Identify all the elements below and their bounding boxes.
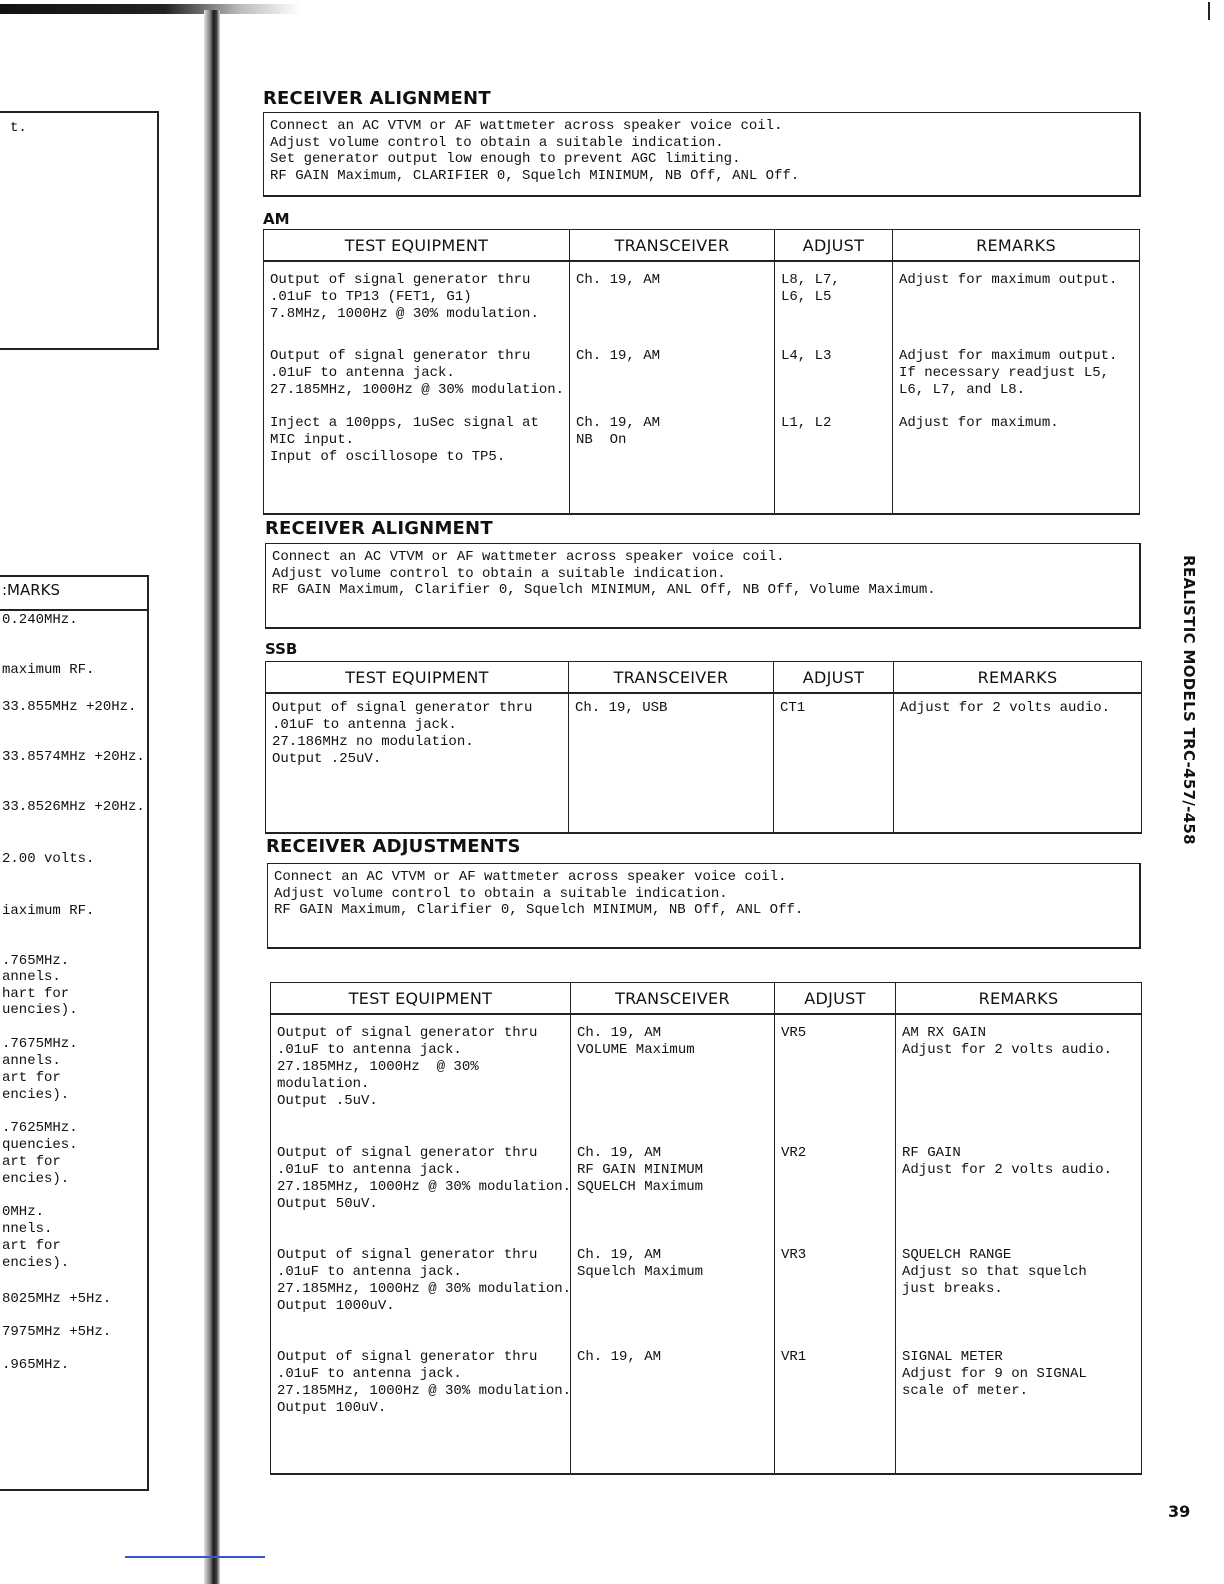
left-fragment-line: 0.240MHz.: [2, 612, 78, 628]
left-fragment-line: maximum RF.: [2, 662, 95, 678]
note-line: Connect an AC VTVM or AF wattmeter across speaker voice coil.: [272, 549, 785, 565]
cell-line: .01uF to antenna jack.: [277, 1366, 462, 1382]
table-row: [264, 348, 1140, 415]
cell-adjust: [775, 1349, 896, 1474]
cell-line: L8, L7,: [781, 272, 840, 288]
left-fragment-line: 33.8526MHz +20Hz.: [2, 799, 145, 815]
cell-line: 27.185MHz, 1000Hz @ 30% modulation.: [277, 1281, 572, 1297]
cell-adjust: [775, 415, 893, 514]
cell-line: Output 50uV.: [277, 1196, 378, 1212]
left-fragment-line: art for: [2, 1070, 61, 1086]
cell-line: Ch. 19, AM: [577, 1025, 662, 1041]
cell-line: .01uF to antenna jack.: [277, 1042, 462, 1058]
column-header-remarks: REMARKS: [893, 230, 1140, 262]
cell-line: Adjust for maximum output.: [899, 348, 1118, 364]
cell-line: L6, L5: [781, 289, 832, 305]
column-header-test-equipment: TEST EQUIPMENT: [271, 983, 571, 1015]
cell-test-equipment: [264, 261, 570, 348]
section-heading-receiver-alignment-am: RECEIVER ALIGNMENT: [263, 88, 491, 109]
cell-line: NB On: [576, 432, 627, 448]
left-fragment-line: hart for: [2, 986, 70, 1002]
cell-line: .01uF to antenna jack.: [270, 365, 455, 381]
mode-label-ssb: SSB: [265, 640, 298, 658]
cell-line: 7.8MHz, 1000Hz @ 30% modulation.: [270, 306, 539, 322]
cell-line: Adjust for 2 volts audio.: [900, 700, 1111, 716]
cell-line: SQUELCH RANGE: [902, 1247, 1012, 1263]
cell-transceiver: [571, 1014, 775, 1145]
cell-line: MIC input.: [270, 432, 355, 448]
left-fragment-line: art for: [2, 1154, 61, 1170]
side-title: REALISTIC MODELS TRC-457/-458: [1180, 555, 1198, 845]
column-header-remarks: REMARKS: [894, 662, 1142, 694]
cell-remarks: [893, 348, 1140, 415]
cell-line: 27.185MHz, 1000Hz @ 30% modulation.: [270, 382, 565, 398]
cell-line: VR3: [781, 1247, 807, 1263]
table-row: [264, 415, 1140, 514]
cell-line: VOLUME Maximum: [577, 1042, 695, 1058]
cell-line: 27.185MHz, 1000Hz @ 30% modulation.: [277, 1383, 572, 1399]
cell-line: Ch. 19, AM: [577, 1247, 662, 1263]
cell-transceiver: [571, 1145, 775, 1247]
cell-adjust: [775, 1145, 896, 1247]
left-fragment-table-header-rule: [0, 609, 147, 611]
cell-line: 27.185MHz, 1000Hz @ 30% modulation.: [277, 1179, 572, 1195]
cell-adjust: [775, 1014, 896, 1145]
cell-line: Ch. 19, USB: [575, 700, 668, 716]
left-fragment-line: .7625MHz.: [2, 1120, 78, 1136]
cell-remarks: [896, 1145, 1142, 1247]
cell-line: Adjust for maximum.: [899, 415, 1059, 431]
left-fragment-box-top: [0, 111, 159, 350]
cell-line: Ch. 19, AM: [577, 1349, 662, 1365]
notes-box-adjustments: [267, 863, 1141, 949]
note-line: Adjust volume control to obtain a suitable indication.: [270, 134, 724, 151]
table-row: [264, 261, 1140, 348]
notes-box-am: [263, 112, 1141, 197]
cell-line: Adjust for 2 volts audio.: [902, 1162, 1113, 1178]
cell-line: Adjust so that squelch: [902, 1264, 1087, 1280]
left-fragment-line: .7675MHz.: [2, 1036, 78, 1052]
left-fragment-line: encies).: [2, 1255, 70, 1271]
cell-line: Adjust for 9 on SIGNAL: [902, 1366, 1087, 1382]
left-fragment-line: quencies.: [2, 1137, 78, 1153]
cell-line: Ch. 19, AM: [577, 1145, 662, 1161]
cell-transceiver: [570, 348, 775, 415]
scan-top-edge: [0, 4, 300, 14]
cell-line: just breaks.: [902, 1281, 1003, 1297]
cell-line: AM RX GAIN: [902, 1025, 987, 1041]
left-fragment-line: encies).: [2, 1087, 70, 1103]
left-fragment-line: 8025MHz +5Hz.: [2, 1291, 112, 1307]
left-fragment-line: .965MHz.: [2, 1357, 70, 1373]
cell-line: Output of signal generator thru: [277, 1349, 538, 1365]
left-fragment-line: nnels.: [2, 1221, 53, 1237]
scan-edge-mark: [1208, 2, 1210, 20]
cell-test-equipment: [271, 1247, 571, 1349]
left-fragment-line: uencies).: [2, 1002, 78, 1018]
cell-adjust: [775, 1247, 896, 1349]
note-line: Adjust volume control to obtain a suitable indication.: [274, 885, 728, 902]
cell-line: .01uF to TP13 (FET1, G1): [270, 289, 472, 305]
left-fragment-line: 7975MHz +5Hz.: [2, 1324, 112, 1340]
column-header-remarks: REMARKS: [896, 983, 1142, 1015]
cell-line: 27.186MHz no modulation.: [272, 734, 474, 750]
cell-line: scale of meter.: [902, 1383, 1029, 1399]
scan-bottom-rule: [125, 1556, 265, 1558]
cell-test-equipment: [271, 1349, 571, 1474]
note-line: Adjust volume control to obtain a suitable indication.: [272, 565, 726, 582]
book-spine-shadow: [204, 10, 220, 1584]
cell-line: L1, L2: [781, 415, 832, 431]
cell-line: Ch. 19, AM: [576, 272, 661, 288]
column-header-transceiver: TRANSCEIVER: [570, 230, 775, 262]
table-row: [271, 1247, 1142, 1349]
cell-line: RF GAIN MINIMUM: [577, 1162, 704, 1178]
cell-line: VR1: [781, 1349, 807, 1365]
cell-transceiver: [570, 261, 775, 348]
table-row: [271, 1014, 1142, 1145]
cell-remarks: [893, 415, 1140, 514]
cell-line: Ch. 19, AM: [576, 415, 661, 431]
cell-line: SIGNAL METER: [902, 1349, 1003, 1365]
cell-line: If necessary readjust L5,: [899, 365, 1110, 381]
page-number: 39: [1168, 1502, 1191, 1521]
left-fragment-line: 33.8574MHz +20Hz.: [2, 749, 145, 765]
column-header-test-equipment: TEST EQUIPMENT: [264, 230, 570, 262]
cell-line: .01uF to antenna jack.: [277, 1162, 462, 1178]
cell-test-equipment: [266, 693, 569, 833]
note-line: Set generator output low enough to prevent AGC limiting.: [270, 151, 741, 167]
cell-remarks: [896, 1014, 1142, 1145]
note-line: RF GAIN Maximum, CLARIFIER 0, Squelch MINIMUM, NB Off, ANL Off.: [270, 167, 800, 184]
cell-adjust: [775, 348, 893, 415]
alignment-table-ssb: [265, 661, 1142, 834]
cell-remarks: [894, 693, 1142, 833]
left-fragment-line: annels.: [2, 969, 61, 985]
cell-line: Output of signal generator thru: [270, 348, 531, 364]
cell-line: Squelch Maximum: [577, 1264, 704, 1280]
cell-line: Output of signal generator thru: [277, 1145, 538, 1161]
table-row: [271, 1145, 1142, 1247]
alignment-table-am: [263, 229, 1140, 515]
left-fragment-line: iaximum RF.: [2, 903, 95, 919]
column-header-transceiver: TRANSCEIVER: [569, 662, 774, 694]
note-line: RF GAIN Maximum, Clarifier 0, Squelch MINIMUM, NB Off, ANL Off.: [274, 902, 804, 918]
cell-line: Output of signal generator thru: [277, 1025, 538, 1041]
cell-line: modulation.: [277, 1076, 370, 1092]
cell-line: Output of signal generator thru: [277, 1247, 538, 1263]
cell-test-equipment: [271, 1014, 571, 1145]
cell-remarks: [896, 1247, 1142, 1349]
cell-line: .01uF to antenna jack.: [277, 1264, 462, 1280]
left-fragment-line: 33.855MHz +20Hz.: [2, 699, 137, 715]
cell-remarks: [896, 1349, 1142, 1474]
cell-adjust: [774, 693, 894, 833]
cell-line: Output of signal generator thru: [270, 272, 531, 288]
left-fragment-line: encies).: [2, 1171, 70, 1187]
cell-line: Output .5uV.: [277, 1093, 378, 1109]
adjustments-table: [270, 982, 1142, 1475]
notes-box-ssb: [265, 543, 1141, 629]
column-header-adjust: ADJUST: [774, 662, 894, 694]
cell-line: Output .25uV.: [272, 751, 382, 767]
cell-line: Output 1000uV.: [277, 1298, 395, 1314]
column-header-transceiver: TRANSCEIVER: [571, 983, 775, 1015]
cell-line: VR2: [781, 1145, 807, 1161]
cell-line: Output of signal generator thru: [272, 700, 533, 716]
cell-line: VR5: [781, 1025, 807, 1041]
cell-line: L4, L3: [781, 348, 832, 364]
column-header-adjust: ADJUST: [775, 230, 893, 262]
mode-label-am: AM: [263, 210, 290, 228]
note-line: Connect an AC VTVM or AF wattmeter across speaker voice coil.: [274, 869, 787, 885]
cell-transceiver: [571, 1247, 775, 1349]
table-row: [271, 1349, 1142, 1474]
cell-line: SQUELCH Maximum: [577, 1179, 704, 1195]
note-line: Connect an AC VTVM or AF wattmeter across speaker voice coil.: [270, 118, 783, 134]
table-row: [266, 693, 1142, 833]
left-fragment-line: 2.00 volts.: [2, 851, 95, 867]
section-heading-receiver-alignment-ssb: RECEIVER ALIGNMENT: [265, 518, 493, 539]
cell-line: Adjust for 2 volts audio.: [902, 1042, 1113, 1058]
column-header-adjust: ADJUST: [775, 983, 896, 1015]
cell-line: Ch. 19, AM: [576, 348, 661, 364]
left-fragment-line: 0MHz.: [2, 1204, 45, 1220]
cell-line: Output 100uV.: [277, 1400, 387, 1416]
cell-test-equipment: [264, 348, 570, 415]
left-fragment-line: .765MHz.: [2, 953, 70, 969]
cell-test-equipment: [271, 1145, 571, 1247]
cell-line: CT1: [780, 700, 806, 716]
cell-remarks: [893, 261, 1140, 348]
cell-line: RF GAIN: [902, 1145, 961, 1161]
cell-transceiver: [570, 415, 775, 514]
cell-line: L6, L7, and L8.: [899, 382, 1026, 398]
left-fragment-line: art for: [2, 1238, 61, 1254]
cell-line: Adjust for maximum output.: [899, 272, 1118, 288]
left-fragment-text: t.: [10, 120, 27, 136]
cell-adjust: [775, 261, 893, 348]
section-heading-receiver-adjustments: RECEIVER ADJUSTMENTS: [266, 836, 521, 857]
cell-line: .01uF to antenna jack.: [272, 717, 457, 733]
cell-test-equipment: [264, 415, 570, 514]
cell-line: Inject a 100pps, 1uSec signal at: [270, 415, 539, 431]
cell-line: 27.185MHz, 1000Hz @ 30%: [277, 1059, 479, 1075]
left-fragment-line: annels.: [2, 1053, 61, 1069]
left-fragment-remarks-header: :MARKS: [2, 581, 61, 599]
column-header-test-equipment: TEST EQUIPMENT: [266, 662, 569, 694]
note-line: RF GAIN Maximum, Clarifier 0, Squelch MINIMUM, ANL Off, NB Off, Volume Maximum.: [272, 582, 936, 598]
cell-line: Input of oscillosope to TP5.: [270, 449, 506, 465]
cell-transceiver: [571, 1349, 775, 1474]
cell-transceiver: [569, 693, 774, 833]
